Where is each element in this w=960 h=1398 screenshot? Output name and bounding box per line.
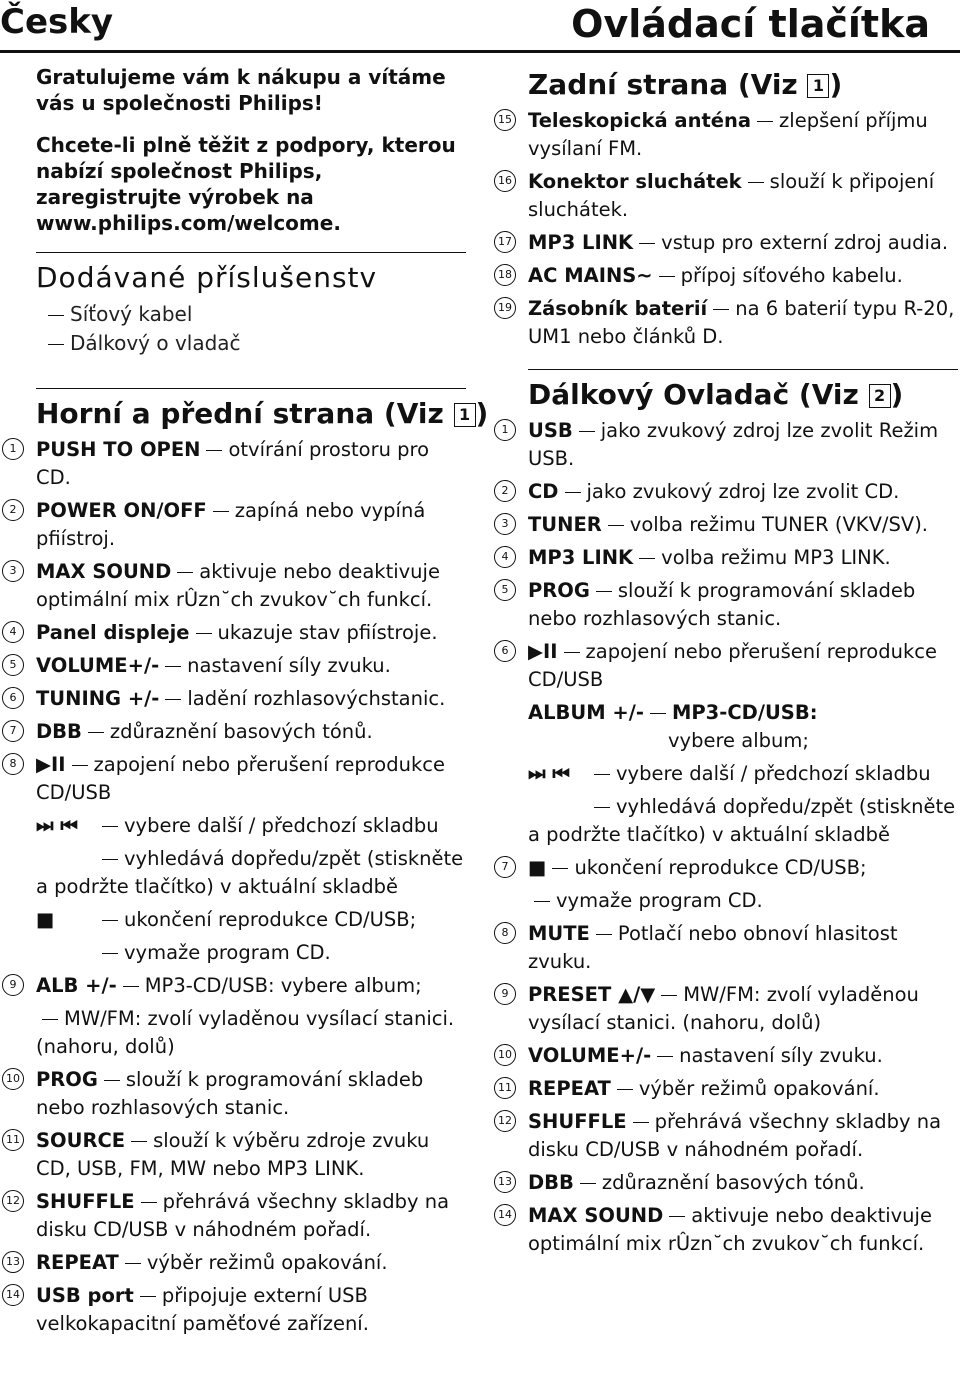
control-description: nastavení síly zvuku. [679,1044,883,1067]
right-column [498,64,958,1263]
control-description: vymaže program CD. [124,941,331,964]
control-description: zapojení nebo přerušení reprodukce CD/USB [36,753,445,804]
control-description: jako zvukový zdroj lze zvolit Režim USB. [528,419,939,470]
sub-item [528,760,958,788]
control-item [9,685,466,713]
control-item [9,558,466,614]
left-column [6,64,489,1343]
control-description: vybere album; [668,729,809,752]
control-term: PRESET ▲/▼ [528,983,656,1006]
control-description: jako zvukový zdroj lze zvolit CD. [586,480,900,503]
control-term: Zásobník baterií [528,297,708,320]
control-term: PUSH TO OPEN [36,438,201,461]
control-item [6,1249,466,1277]
control-item [498,1169,958,1197]
sub-item [528,793,958,849]
control-description: vybere další / předchozí skladbu [124,814,439,837]
control-description: ladění rozhlasovýchstanic. [187,687,446,710]
control-term: USB port [36,1284,134,1307]
control-description: volba režimu TUNER (VKV/SV). [629,513,929,536]
control-description: přehrává všechny skladby na disku CD/USB v náhodném pořadí. [36,1190,450,1241]
control-description: ukončení reprodukce CD/USB; [574,856,867,879]
control-term: POWER ON/OFF [36,499,207,522]
section-divider [528,369,958,370]
intro-register: Chcete-li plně těžit z podpory, kterou nabízí společnost Philips, zaregistrujte výrobek na www.philips.com/welcome. [36,133,456,235]
control-description: zdůraznění basových tónů. [601,1171,865,1194]
control-term: ALBUM +/- [528,701,644,724]
control-term: DBB [528,1171,574,1194]
sub-item [36,812,466,840]
control-description: vybere další / předchozí skladbu [616,762,931,785]
header-rule [0,50,960,53]
accessory-item: Dálkový o vladač [36,329,466,358]
item-number: 3 [494,513,516,535]
control-term: Konektor sluchátek [528,170,742,193]
control-description: vyhledává dopředu/zpět (stiskněte a podržte tlačítko) v aktuální skladbě [528,795,956,846]
control-term: REPEAT [36,1251,119,1274]
control-description: nastavení síly zvuku. [187,654,391,677]
control-term: MAX SOUND [36,560,172,583]
control-item [501,854,958,882]
control-item [501,417,958,473]
control-description: MP3-CD/USB: [671,701,818,724]
accessory-item: Síťový kabel [36,300,466,329]
control-term: ALB +/- [36,974,117,997]
control-item [6,1282,466,1338]
section-divider [36,388,466,389]
control-item [6,1127,466,1183]
item-number: 16 [494,170,516,192]
control-description: zlepšení příjmu vysílaní FM. [528,109,928,160]
control-item [498,1202,958,1258]
item-number: 2 [2,499,24,521]
control-item [9,751,466,807]
control-item [528,887,958,915]
control-item [501,511,958,539]
rear-list [498,107,958,351]
control-term: SOURCE [36,1129,126,1152]
sub-item [36,906,466,934]
item-number: 9 [494,983,516,1005]
top-front-list [6,436,466,1338]
control-description: výběr režimů opakování. [638,1077,880,1100]
page-language-title: Česky [0,2,114,42]
control-term: ■ [528,856,547,879]
control-term: DBB [36,720,82,743]
control-description: aktivuje nebo deaktivuje optimální mix rÛzn˘ch zvukov˘ch funkcí. [36,560,440,611]
control-description: vstup pro externí zdroj audia. [661,231,949,254]
control-description: MP3-CD/USB: vybere album; [144,974,422,997]
control-item [501,638,958,694]
control-description: slouží k programování skladeb nebo rozhlasových stanic. [528,579,916,630]
item-number: 14 [494,1204,516,1226]
item-number: 10 [2,1068,24,1090]
control-term: MP3 LINK [528,546,634,569]
control-item [9,436,466,492]
remote-list [498,417,958,1258]
control-item [498,1108,958,1164]
control-item [498,295,958,351]
item-number: 15 [494,109,516,131]
item-number: 6 [494,640,516,662]
figure-ref-box: 1 [454,403,476,427]
section-divider [36,252,466,253]
item-number: 5 [494,579,516,601]
control-item [9,497,466,553]
item-number: 12 [2,1190,24,1212]
control-item [501,981,958,1037]
item-number: 3 [2,560,24,582]
accessories-heading: Dodávané příslušenstv [36,261,378,294]
page-section-title: Ovládací tlačítka [571,2,930,46]
item-number: 2 [494,480,516,502]
control-item [501,577,958,633]
control-description: na 6 baterií typu R-20, UM1 nebo článků D. [528,297,955,348]
control-description: vyhledává dopředu/zpět (stiskněte a podržte tlačítko) v aktuální skladbě [36,847,464,898]
item-number: 1 [2,438,24,460]
item-number: 1 [494,419,516,441]
item-number: 18 [494,264,516,286]
control-description: ukazuje stav pfiístroje. [217,621,438,644]
button-symbol: ⏭ ⏮ [528,762,570,785]
control-term: ▶II [36,753,66,776]
control-term: TUNING +/- [36,687,160,710]
control-item [501,478,958,506]
top-front-heading: Horní a přední strana (Viz 1 ) [36,397,489,430]
control-term: SHUFFLE [528,1110,627,1133]
control-description: MW/FM: zvolí vyladěnou vysílací stanici. (nahoru, dolů) [36,1007,455,1058]
item-number: 8 [2,753,24,775]
control-term: AC MAINS~ [528,264,653,287]
button-symbol: ⏭ ⏮ [36,814,78,837]
item-number: 8 [494,922,516,944]
control-term: REPEAT [528,1077,611,1100]
control-description: přípoj síťového kabelu. [680,264,903,287]
item-number: 17 [494,231,516,253]
control-item [9,619,466,647]
item-number: 9 [2,974,24,996]
control-description: MW/FM: zvolí vyladěnou vysílací stanici. (nahoru, dolů) [528,983,919,1034]
control-term: MUTE [528,922,590,945]
control-item [498,168,958,224]
control-item [501,544,958,572]
control-term: MAX SOUND [528,1204,664,1227]
control-term: Panel displeje [36,621,190,644]
item-number: 6 [2,687,24,709]
control-description: zapíná nebo vypíná pfiístroj. [36,499,426,550]
control-item [498,1042,958,1070]
figure-ref-box: 2 [869,384,891,408]
control-item [6,1188,466,1244]
item-number: 7 [2,720,24,742]
control-description: slouží k připojení sluchátek. [528,170,935,221]
control-term: USB [528,419,573,442]
control-term: MP3 LINK [528,231,634,254]
control-item [498,229,958,257]
figure-ref-box: 1 [807,74,829,98]
control-item [498,107,958,163]
control-item [9,718,466,746]
control-description: zdůraznění basových tónů. [109,720,373,743]
control-description: Potlačí nebo obnoví hlasitost zvuku. [528,922,898,973]
control-term: TUNER [528,513,602,536]
item-number: 4 [494,546,516,568]
control-term: CD [528,480,559,503]
control-item [9,652,466,680]
item-number: 12 [494,1110,516,1132]
remote-heading: Dálkový Ovladač (Viz 2 ) [528,378,904,411]
control-description: slouží k výběru zdroje zvuku CD, USB, FM, MW nebo MP3 LINK. [36,1129,430,1180]
item-number: 11 [2,1129,24,1151]
rear-heading: Zadní strana (Viz 1 ) [528,68,843,101]
button-symbol: ■ [36,908,55,931]
item-number: 14 [2,1284,24,1306]
item-number: 19 [494,297,516,319]
control-item [498,262,958,290]
item-number: 11 [494,1077,516,1099]
control-description: připojuje externí USB velkokapacitní paměťové zařízení. [36,1284,369,1335]
control-term: Teleskopická anténa [528,109,752,132]
control-description: vymaže program CD. [556,889,763,912]
control-term: ▶II [528,640,558,663]
control-description: otvírání prostoru pro CD. [36,438,430,489]
control-term: VOLUME+/- [528,1044,652,1067]
control-description: výběr režimů opakování. [146,1251,388,1274]
control-item [36,1005,466,1061]
control-description: slouží k programování skladeb nebo rozhlasových stanic. [36,1068,424,1119]
item-number: 7 [494,856,516,878]
control-item [9,972,466,1000]
intro-greeting: Gratulujeme vám k nákupu a vítáme vás u společnosti Philips! [36,65,446,115]
item-number: 13 [2,1251,24,1273]
control-description: ukončení reprodukce CD/USB; [124,908,417,931]
control-term: PROG [528,579,590,602]
sub-item [36,939,466,967]
control-term: PROG [36,1068,98,1091]
sub-item [36,845,466,901]
control-item [6,1066,466,1122]
item-number: 10 [494,1044,516,1066]
control-description: volba režimu MP3 LINK. [661,546,891,569]
control-term: SHUFFLE [36,1190,135,1213]
control-item [498,1075,958,1103]
control-description: přehrává všechny skladby na disku CD/USB v náhodném pořadí. [528,1110,942,1161]
control-description: aktivuje nebo deaktivuje optimální mix rÛzn˘ch zvukov˘ch funkcí. [528,1204,932,1255]
item-number: 4 [2,621,24,643]
item-number: 13 [494,1171,516,1193]
control-description: zapojení nebo přerušení reprodukce CD/USB [528,640,937,691]
item-number: 5 [2,654,24,676]
album-item [528,699,958,755]
control-term: VOLUME+/- [36,654,160,677]
control-item [501,920,958,976]
